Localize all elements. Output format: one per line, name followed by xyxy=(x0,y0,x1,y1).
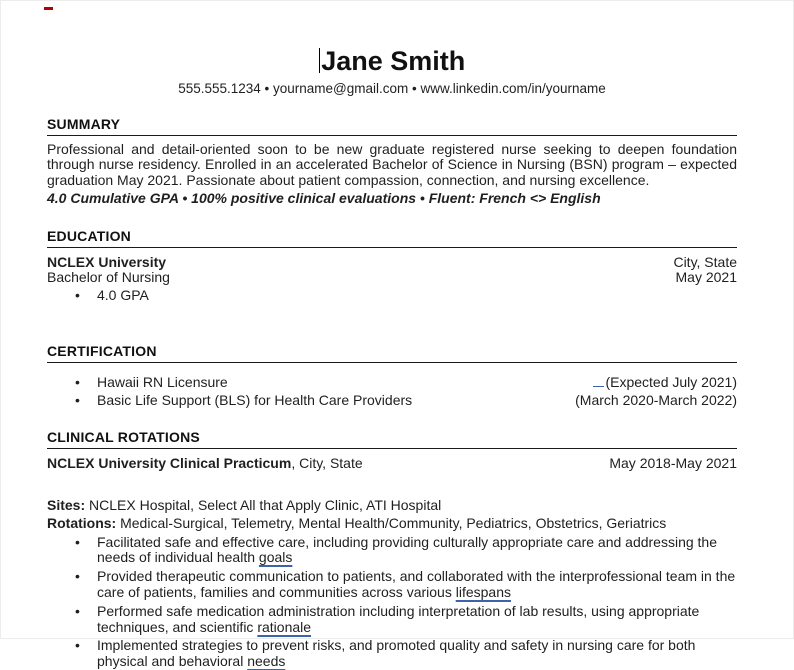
education-gpa: 4.0 GPA xyxy=(97,287,149,304)
list-item xyxy=(47,535,737,567)
rotations-value: Medical-Surgical, Telemetry, Mental Health/Community, Pediatrics, Obstetrics, Geriatrics xyxy=(120,514,667,531)
summary-heading: SUMMARY xyxy=(47,117,737,136)
list-item xyxy=(47,604,737,636)
bullet-text: Performed safe medication administration including interpretation of lab results, using appropriate techniques, and scientific xyxy=(97,602,700,635)
certification-label: • Hawaii RN Licensure xyxy=(97,373,228,390)
grammar-suggestion-link[interactable]: rationale xyxy=(257,618,312,635)
education-school: NCLEX University xyxy=(47,253,167,270)
bullet-text: Provided therapeutic communication to patients, and collaborated with the interprofessional team in the care of patients, families and communities across various xyxy=(97,568,736,600)
rotations-label: Rotations: xyxy=(47,514,117,531)
section-clinical-rotations xyxy=(47,430,737,670)
text-cursor-icon xyxy=(319,48,321,73)
clinical-sites-row xyxy=(47,498,737,514)
summary-paragraph: Professional and detail-oriented soon to be new graduate registered nurse seeking to deepen foundation through nurse residency. Enrolled in an accelerated Bachelor of Science in Nursing (BSN) program – expected graduation May 2021. Passionate about patient compassion, connection, and nursing excellence. xyxy=(47,140,737,189)
grammar-suggestion-link[interactable]: goals xyxy=(258,549,293,566)
clinical-date: May 2018-May 2021 xyxy=(609,455,737,472)
certification-heading: CERTIFICATION xyxy=(47,344,737,363)
sites-label: Sites: xyxy=(47,496,86,513)
page-title xyxy=(47,46,737,76)
education-school-row xyxy=(47,255,737,271)
certification-date xyxy=(593,375,737,391)
certification-date-text: (Expected July 2021) xyxy=(605,373,737,390)
clinical-title-bold: NCLEX University Clinical Practicum xyxy=(47,455,292,472)
grammar-suggestion-link[interactable]: lifespans xyxy=(455,583,511,600)
list-item xyxy=(47,569,737,601)
list-item xyxy=(47,288,737,304)
contact-line: 555.555.1234 • yourname@gmail.com • www.linkedin.com/in/yourname xyxy=(178,81,606,96)
bullet-text: Implemented strategies to prevent risks, and promoted quality and safety in nursing care for both physical and behavioral xyxy=(97,637,696,670)
clinical-rotations-row xyxy=(47,516,737,532)
sites-value: NCLEX Hospital, Select All that Apply Clinic, ATI Hospital xyxy=(89,496,442,513)
section-education xyxy=(47,229,737,304)
resume-header xyxy=(47,0,737,97)
grammar-suggestion-link[interactable]: needs xyxy=(247,653,286,670)
clinical-heading: CLINICAL ROTATIONS xyxy=(47,430,737,449)
bullet-text: Facilitated safe and effective care, including providing culturally appropriate care and addressing the needs of individual health xyxy=(97,533,717,566)
clinical-title-row xyxy=(47,456,737,472)
education-location: City, State xyxy=(673,253,737,270)
section-certification xyxy=(47,344,737,408)
education-date: May 2021 xyxy=(675,269,737,286)
section-summary xyxy=(47,117,737,207)
certification-date: (March 2020-March 2022) xyxy=(575,391,737,408)
clinical-title xyxy=(47,456,363,472)
education-heading: EDUCATION xyxy=(47,229,737,248)
education-bullet-list xyxy=(47,288,737,304)
candidate-name: Jane Smith xyxy=(321,46,466,76)
list-item xyxy=(47,638,737,670)
certification-label: • Basic Life Support (BLS) for Health Care Providers xyxy=(97,391,413,408)
list-item xyxy=(47,375,737,391)
clinical-title-rest: , City, State xyxy=(291,455,363,472)
certification-list xyxy=(47,375,737,409)
education-degree: Bachelor of Nursing xyxy=(47,269,170,286)
summary-highlights: 4.0 Cumulative GPA • 100% positive clinical evaluations • Fluent: French <> English xyxy=(47,189,601,206)
education-degree-row xyxy=(47,270,737,286)
clinical-bullet-list xyxy=(47,535,737,670)
tracked-change-mark xyxy=(44,7,53,10)
list-item xyxy=(47,393,737,409)
revision-underline-mark xyxy=(593,382,604,387)
